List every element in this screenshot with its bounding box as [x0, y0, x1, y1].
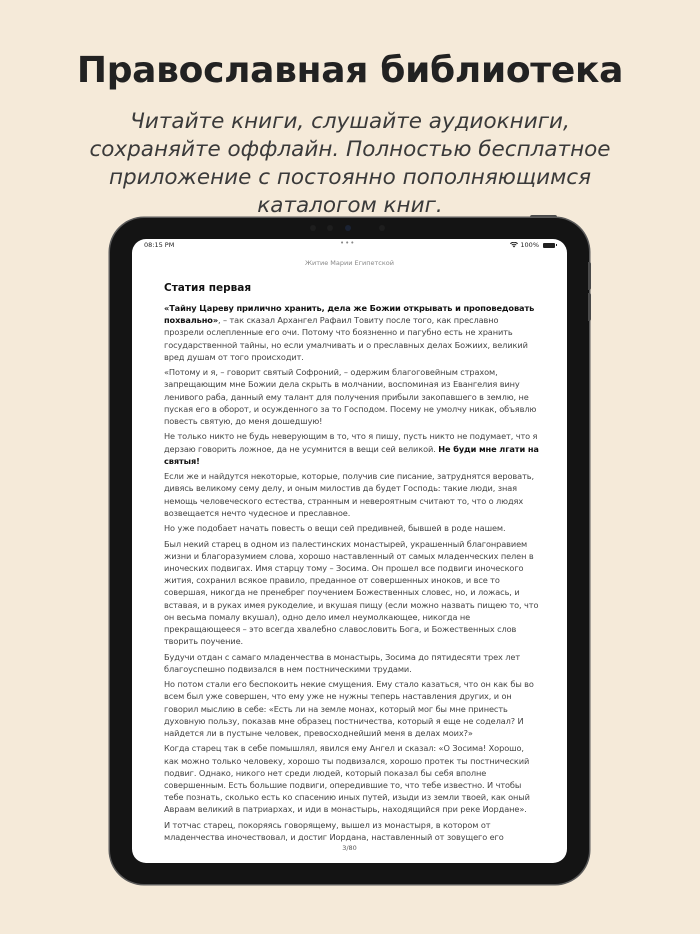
device-volume-up-button: [588, 262, 591, 290]
reader-content[interactable]: [164, 302, 539, 846]
page-indicator: 3/80: [342, 844, 357, 852]
battery-percent: 100%: [520, 241, 539, 249]
status-time: 08:15 PM: [144, 241, 175, 249]
paragraph: И тотчас старец, покоряясь говорящему, вышел из монастыря, в котором от младенчества иночествовал, и достиг Иордана, наставленный от зовущего его: [164, 819, 504, 843]
battery-icon: [543, 243, 555, 248]
sensor-icon: [327, 225, 333, 231]
camera-bar: [298, 222, 402, 234]
promo-subtitle: Читайте книги, слушайте аудиокниги, сохраняйте оффлайн. Полностью бесплатное приложение с постоянно пополняющимся каталогом книг.: [89, 109, 611, 218]
sensor-icon: [379, 225, 385, 231]
device-screen: [132, 239, 567, 863]
status-right: [510, 241, 555, 249]
paragraph: «Потому и я, – говорит святый Софроний, – одержим благоговейным страхом, запрещающим мне Божии дела скрыть в молчании, воспоминая из Евангелия вину ленивого раба, данный ему талант для получения прибыли закопавшего в землю, не пуская его в оборот, и осужденного за то Господом. Посему не умолчу никак, объявлю повесть святую, до меня дошедшую!: [164, 367, 537, 427]
promo-title: Православная библиотека: [76, 50, 624, 91]
paragraph: Но уже подобает начать повесть о вещи сей предивней, бывшей в роде нашем.: [164, 523, 506, 534]
paragraph: Будучи отдан с самаго младенчества в монастырь, Зосима до пятидесяти трех лет благоуспешно подвизался в нем постническими трудами.: [164, 651, 521, 674]
status-bar: [132, 239, 567, 253]
paragraph: «Тайну Цареву прилично хранить, дела же Божии открывать и проповедовать похвально», – так сказал Архангел Рафаил Товиту после того, как преславно прозрели ослепленные его очи. Потому что боязненно и пагубно есть не хранить государственной тайны, но если умалчивать и о преславных делах Божиих, великий вред душам от того происходит.: [164, 303, 535, 362]
paragraph: Но потом стали его беспокоить некие смущения. Ему стало казаться, что он как бы во всем был уже совершен, что ему уже не нужны теперь наставления других, и он говорил мыслию в себе: «Есть ли на земле монах, который мог бы мне принесть духовную пользу, показав мне образец постничества, который я еще не соделал? И найдется ли в пустыне человек, превосходнейший меня в делах моих?»: [164, 679, 534, 739]
sensor-icon: [310, 225, 316, 231]
paragraph: Был некий старец в одном из палестинских монастырей, украшенный благонравием жизни и благоразумием слова, хорошо наставленный от самых младенческих пелен в иноческих подвигах. Имя старцу тому – Зосима. Он прошел все подвиги иноческого жития, сохранил всякое правило, преданное от совершенных иноков, и все то совершая, никогда не пренебрег поучением Божественных словес, но, и ложась, и вставая, и в руках имея рукоделие, и вкушая пищу (если можно назвать пищею то, что он весьма помалу вкушал), одно дело имел неумолкающее, никогда не прекращающееся – это всегда хвалебно славословить Бога, и Божественных слов творить поучение.: [164, 538, 539, 647]
multitask-dots[interactable]: •••: [340, 239, 356, 247]
camera-icon: [345, 225, 351, 231]
paragraph: Когда старец так в себе помышлял, явился ему Ангел и сказал: «О Зосима! Хорошо, как можно только человеку, хорошо ты подвизался, хорошо протек ты постнический подвиг. Однако, никого нет среди людей, который показал бы себя вполне совершенным. Есть большие подвиги, опередившие то, что тебе известно. И чтобы тебе познать, сколько есть ко спасению иных путей, изыди из земли твоей, как оный Авраам великий в патриархах, и иди в монастырь, находящийся при реке Иордане».: [164, 743, 530, 815]
chapter-title: Статия первая: [164, 282, 252, 294]
book-title: Житие Марии Египетской: [304, 259, 395, 267]
device-volume-down-button: [588, 293, 591, 321]
wifi-icon: [510, 242, 518, 248]
paragraph: Не только никто не будь неверующим в то, что я пишу, пусть никто не подумает, что я дерзаю говорить ложное, да не усумнится в вещи сей великой. Не буди мне лгати на святыя!: [164, 431, 539, 466]
paragraph: Если же и найдутся некоторые, которые, получив сие писание, затруднятся веровать, дивясь великому сему делу, и оным милостив да будет Господь: такие люди, зная немощь человеческого естества, странным и невероятным считают то, что о людях возвещается нечто чудесное и преславное.: [164, 471, 534, 518]
